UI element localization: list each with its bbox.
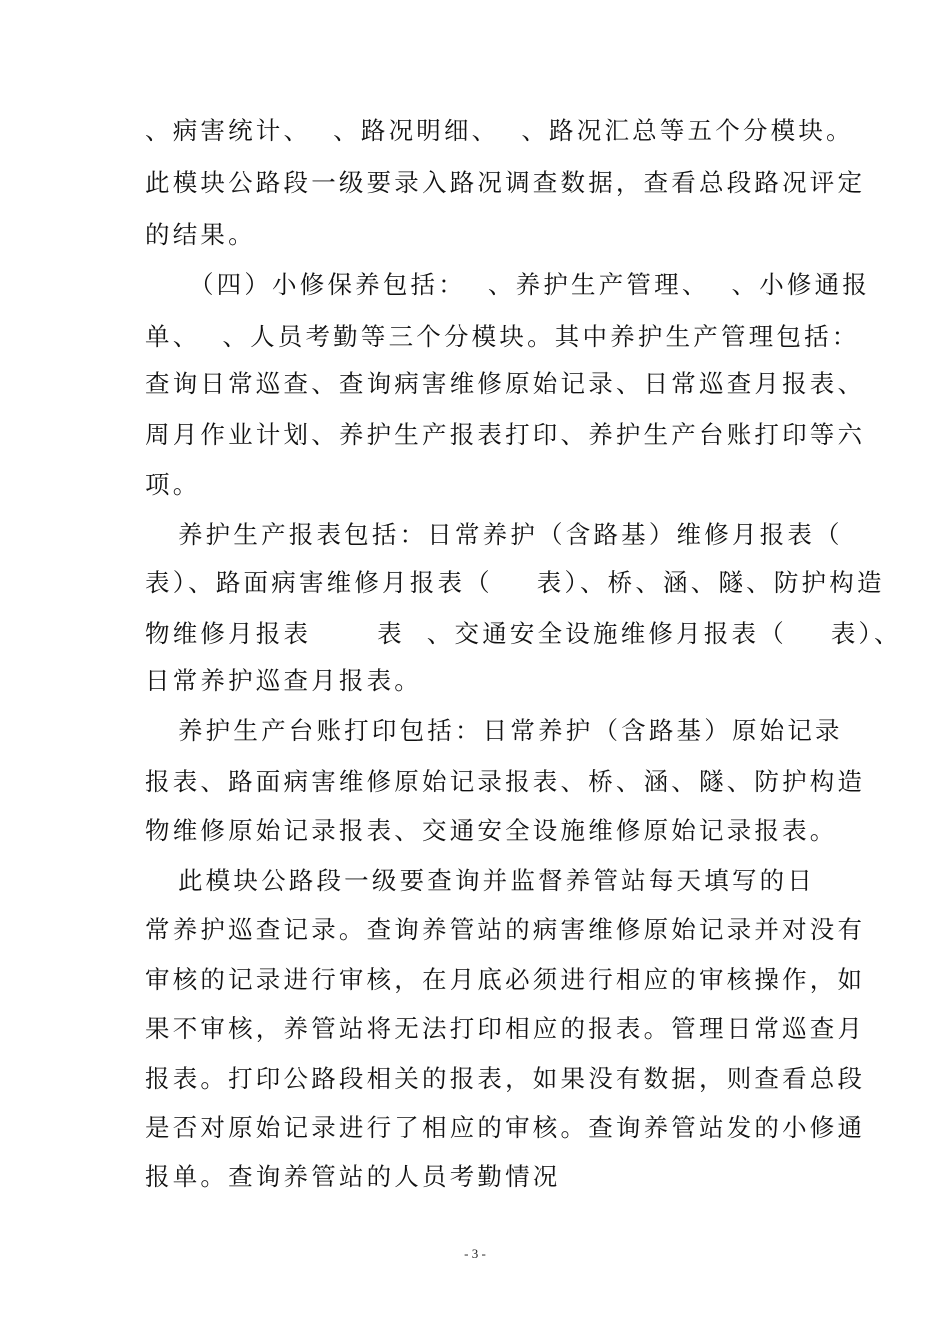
- text-line: 表）、路面病害维修月报表（ 表）、桥、涵、隧、防护构造: [145, 568, 885, 597]
- text-line: （四）小修保养包括： 、养护生产管理、 、小修通报: [145, 270, 871, 299]
- text-line: 审核的记录进行审核，在月底必须进行相应的审核操作，如: [145, 965, 866, 994]
- text-line: 项。: [145, 470, 201, 499]
- text-line: 、病害统计、 、路况明细、 、路况汇总等五个分模块。: [145, 116, 854, 145]
- text-line: 物维修原始记录报表、交通安全设施维修原始记录报表。: [145, 816, 838, 845]
- text-line: 物维修月报表 表 、交通安全设施维修月报表（ 表）、: [145, 619, 902, 648]
- text-line: 常养护巡查记录。查询养管站的病害维修原始记录并对没有: [145, 915, 866, 944]
- text-line: 报表、路面病害维修原始记录报表、桥、涵、隧、防护构造: [145, 767, 866, 796]
- text-line: 报表。打印公路段相关的报表，如果没有数据，则查看总段: [145, 1064, 866, 1093]
- text-line: 日常养护巡查月报表。: [145, 666, 422, 695]
- text-line: 单、 、人员考勤等三个分模块。其中养护生产管理包括：: [145, 322, 860, 351]
- text-line: 周月作业计划、养护生产报表打印、养护生产台账打印等六: [145, 420, 866, 449]
- text-line: 报单。查询养管站的人员考勤情况: [145, 1162, 561, 1191]
- text-line: 养护生产报表包括：日常养护（含路基）维修月报表（: [145, 520, 843, 549]
- text-line: 此模块公路段一级要录入路况调查数据，查看总段路况评定: [145, 168, 866, 197]
- text-line: 是否对原始记录进行了相应的审核。查询养管站发的小修通: [145, 1113, 866, 1142]
- text-line: 此模块公路段一级要查询并监督养管站每天填写的日: [145, 866, 816, 895]
- text-line: 查询日常巡查、查询病害维修原始记录、日常巡查月报表、: [145, 369, 866, 398]
- text-line: 的结果。: [145, 220, 256, 249]
- text-line: 养护生产台账打印包括：日常养护（含路基）原始记录: [145, 716, 843, 745]
- page-number: - 3 -: [464, 1246, 486, 1261]
- text-line: 果不审核，养管站将无法打印相应的报表。管理日常巡查月: [145, 1014, 866, 1043]
